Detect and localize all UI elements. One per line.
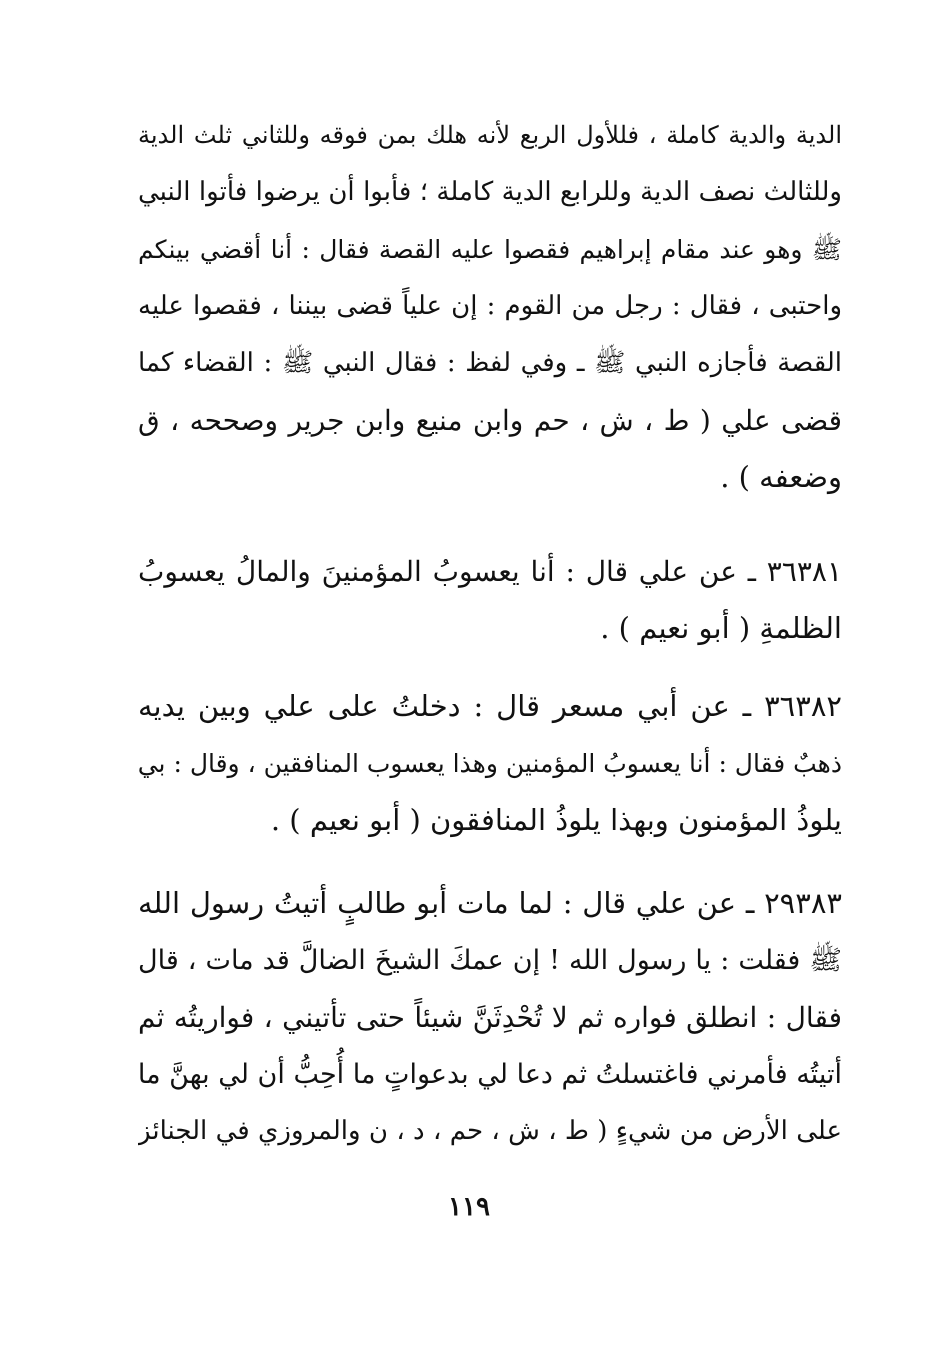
text-line: ذهبٌ فقال : أنا يعسوبُ المؤمنين وهذا يعسوب المنافقين ، وقال : بي xyxy=(138,749,842,778)
text-line: فقال : انطلق فواره ثم لا تُحْدِثَنَّ شيئاً حتى تأتيني ، فواريتُه ثم xyxy=(138,1001,842,1034)
text-line: قضى علي ( ط ، ش ، حم وابن منيع وابن جرير وصححه ، ق xyxy=(138,404,842,437)
text-line: القصة فأجازه النبي ﷺ ـ وفي لفظ : فقال النبي ﷺ : القضاء كما xyxy=(138,348,842,378)
text-line: على الأرض من شيءٍ ( ط ، ش ، حم ، د ، ن والمروزي في الجنائز xyxy=(138,1116,842,1146)
hadith-entry-36381 xyxy=(138,543,842,657)
text-line: واحتبى ، فقال : رجل من القوم : إن علياً قضى بيننا ، فقصوا عليه xyxy=(138,291,842,321)
text-line: وضعفه ) . xyxy=(720,460,842,494)
text-line: أتيتُه فأمرني فاغتسلتُ ثم دعا لي بدعواتٍ ما أُحِبُّ أن لي بهنَّ ما xyxy=(138,1059,842,1090)
text-line: ﷺ وهو عند مقام إبراهيم فقصوا عليه القصة فقال : أنا أقضي بينكم xyxy=(138,235,842,264)
text-line: يلوذُ المؤمنون وبهذا يلوذُ المنافقون ( أبو نعيم ) . xyxy=(270,803,842,837)
text-line: ٣٦٣٨١ ـ عن علي قال : أنا يعسوبُ المؤمنينَ والمالُ يعسوبُ xyxy=(138,555,842,588)
text-line: الظلمةِ ( أبو نعيم ) . xyxy=(600,611,842,645)
text-line: ٣٦٣٨٢ ـ عن أبي مسعر قال : دخلتُ على علي وبين يديه xyxy=(138,689,842,723)
text-line: ٢٩٣٨٣ ـ عن علي قال : لما مات أبو طالبٍ أتيتُ رسول الله xyxy=(138,886,842,920)
page-number: ١١٩ xyxy=(448,1192,490,1222)
text-line: الدية والدية كاملة ، فللأول الربع لأنه هلك بمن فوقه وللثاني ثلث الدية xyxy=(138,121,842,149)
text-line: ﷺ فقلت : يا رسول الله ! إن عمكَ الشيخَ الضالَّ قد مات ، قال xyxy=(138,945,842,976)
text-line: وللثالث نصف الدية وللرابع الدية كاملة ؛ فأبوا أن يرضوا فأتوا النبي xyxy=(138,177,842,207)
hadith-entry-29383 xyxy=(138,875,842,1160)
paragraph-continuation xyxy=(138,107,842,506)
hadith-entry-36382 xyxy=(138,678,842,849)
